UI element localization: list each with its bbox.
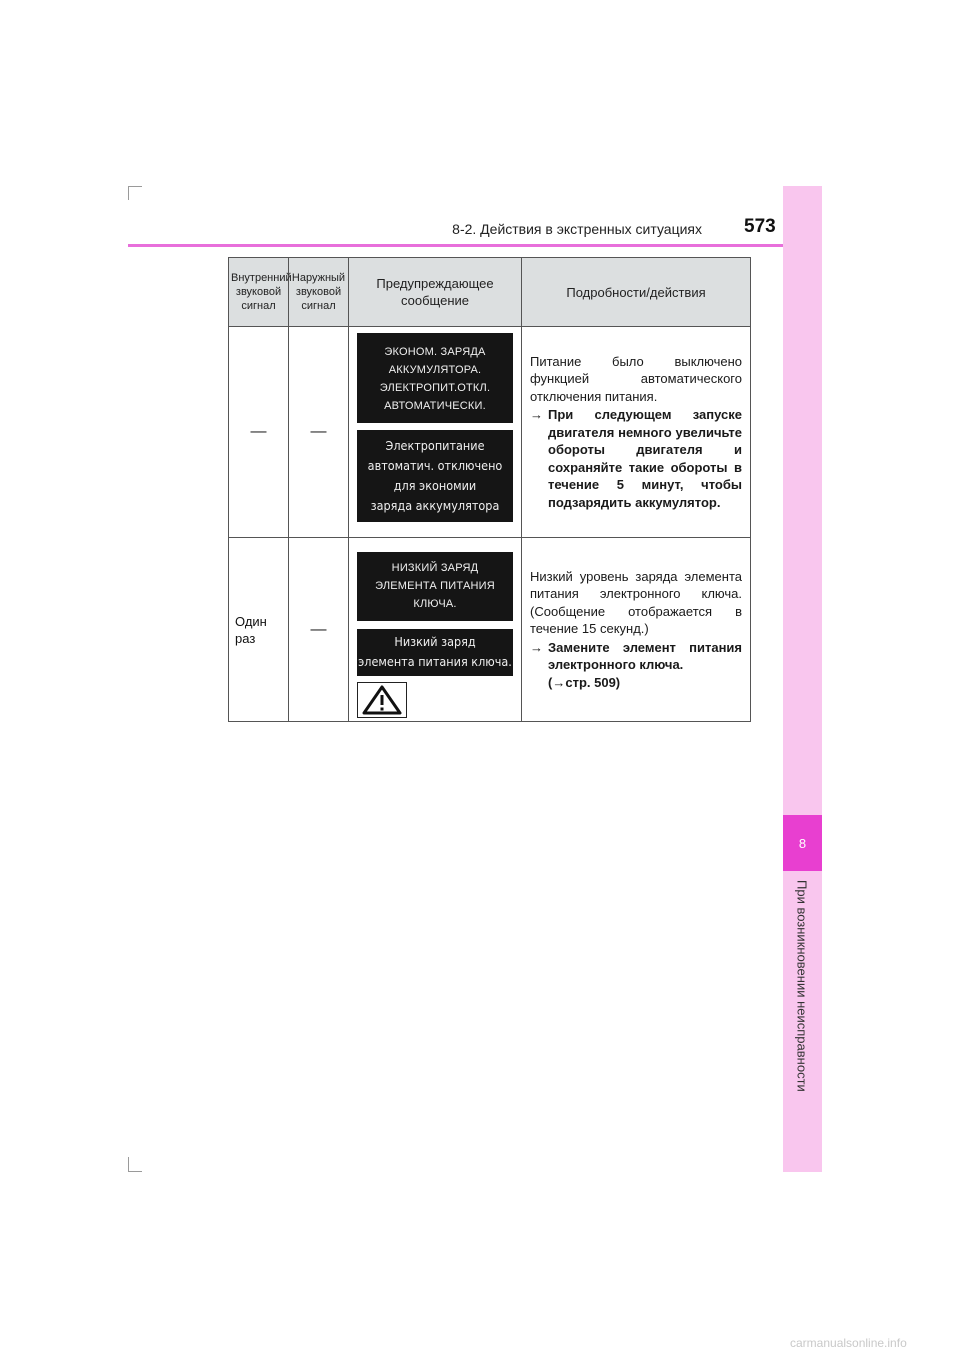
display-line: КЛЮЧА. — [413, 598, 457, 610]
crop-mark-bottom-left-v — [128, 1157, 129, 1171]
header-warning-message: Предупреждающее сообщение — [349, 258, 522, 327]
action-item: → Замените элемент питания электронного ключа. (→стр. 509) — [530, 639, 742, 690]
display-line: ЭКОНОМ. ЗАРЯДА — [384, 346, 486, 358]
external-buzzer-cell: — — [289, 538, 349, 722]
crop-mark-top-left-h — [128, 186, 142, 187]
warning-message-cell — [349, 538, 522, 722]
external-buzzer-cell: — — [289, 327, 349, 538]
display-line: ЭЛЕКТРОПИТ.ОТКЛ. — [379, 382, 491, 394]
warning-triangle-icon — [357, 682, 407, 718]
internal-buzzer-cell: — — [229, 327, 289, 538]
header-external-buzzer: Наружный звуковой сигнал — [289, 258, 349, 327]
details-cell — [522, 327, 751, 538]
page-number: 573 — [744, 216, 776, 237]
page-reference-link[interactable]: стр. 509 — [565, 674, 616, 690]
display-line: НИЗКИЙ ЗАРЯД — [391, 562, 479, 574]
crop-mark-top-left-v — [128, 186, 129, 200]
reference-arrow-icon: → — [552, 674, 566, 690]
action-item — [530, 406, 742, 511]
display-message-text — [357, 552, 513, 621]
crop-mark-bottom-left-h — [128, 1171, 142, 1172]
action-text: При следующем запуске двигателя немного увеличьте обороты двигателя и сохраняйте такие обороты в течение 5 минут, чтобы подзарядить аккумулятор. — [548, 407, 742, 510]
display-message-graphic — [357, 629, 513, 676]
header-internal-buzzer: Внутренний звуковой сигнал — [229, 258, 289, 327]
display-message-graphic — [357, 430, 513, 522]
display-line: АККУМУЛЯТОРА. — [388, 364, 482, 376]
table-header-row — [229, 258, 751, 327]
display-line: заряда аккумулятора — [370, 498, 500, 513]
display-line: автоматич. отключено — [367, 458, 503, 473]
description-text: Питание было выключено функцией автоматического отключения питания. — [530, 353, 742, 404]
action-text: Замените элемент питания электронного ключа. — [548, 639, 742, 673]
display-line: для экономии — [393, 478, 477, 493]
table-row — [229, 538, 751, 722]
arrow-icon: → — [530, 639, 543, 655]
section-title: 8-2. Действия в экстренных ситуациях — [452, 221, 702, 237]
display-line: Низкий заряд — [394, 634, 476, 649]
display-line: АВТОМАТИЧЕСКИ. — [384, 400, 486, 412]
description-text: Низкий уровень заряда элемента питания электронного ключа. (Сообщение отображается в течение 15 секунд.) — [530, 568, 742, 637]
table-row — [229, 327, 751, 538]
arrow-icon: → — [530, 407, 543, 423]
display-line: Электропитание — [385, 438, 485, 453]
header-details: Подробности/действия — [522, 258, 751, 327]
warning-table — [228, 257, 751, 722]
internal-buzzer-cell: Один раз — [229, 538, 289, 722]
chapter-title: При возникновении неисправности — [794, 880, 810, 1092]
display-message-text — [357, 333, 513, 423]
display-line: ЭЛЕМЕНТА ПИТАНИЯ — [375, 580, 495, 592]
display-line: элемента питания ключа. — [358, 654, 512, 669]
header-rule — [128, 244, 822, 247]
details-cell — [522, 538, 751, 722]
watermark: carmanualsonline.info — [790, 1336, 907, 1350]
chapter-tab[interactable]: 8 — [783, 815, 822, 871]
warning-message-cell — [349, 327, 522, 538]
